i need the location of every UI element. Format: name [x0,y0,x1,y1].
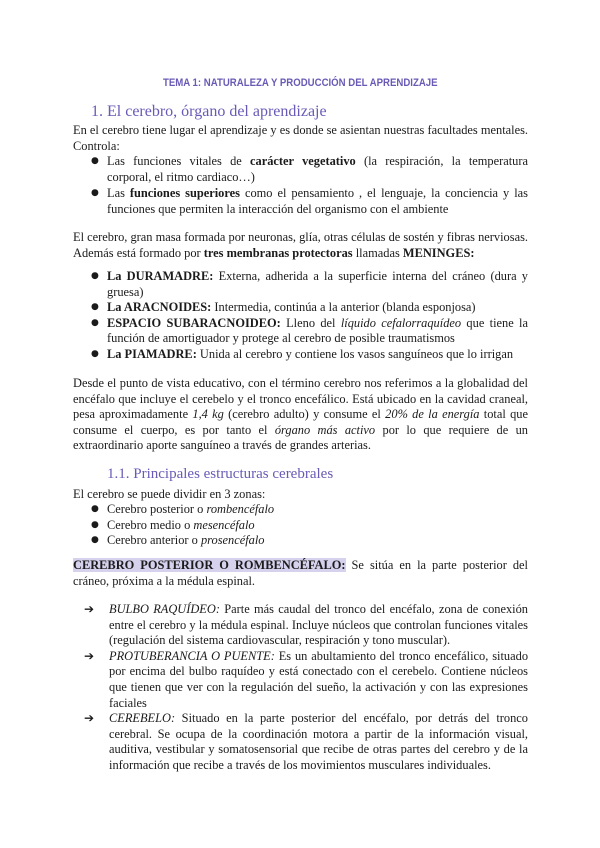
list-item [84,648,529,711]
section1-intro: En el cerebro tiene lugar el aprendizaje y es donde se asientan nuestras facultades mentales. Controla: [73,123,528,153]
item-text: como el pensamiento , el lenguaje, la conciencia y las funciones que permiten la interacción del organismo con el ambiente [107,186,528,216]
item-text: que tiene la función de amortiguador y protege al cerebro de posible traumatismos [107,315,528,346]
paragraph-text: El cerebro, gran masa formada por neuronas, glía, otras células de sostén y fibras nerviosas. Además está formado por [73,230,528,260]
item-italic: rombencéfalo [206,502,275,516]
paragraph-meninges-intro [73,230,528,261]
disc-bullet-icon: ● [91,156,99,166]
paragraph-text: por lo que requiere de un extraordinario aporte sanguíneo a través de grandes arterias. [73,422,528,453]
arrow-bullet-icon: ➔ [84,648,95,663]
list-item [91,533,528,549]
item-italic: prosencéfalo [200,533,265,548]
list-item [84,602,529,649]
partes-list [84,602,529,774]
item-text: Externa, adherida a la superficie interna del cráneo (dura y gruesa) [107,269,529,299]
item-italic: líquido cefalorraquídeo [340,315,462,330]
list-item [91,186,528,217]
doc-title: TEMA 1: NATURALEZA Y PRODUCCIÓN DEL APRENDIZAJE [162,77,438,89]
section-heading-1: 1. El cerebro, órgano del aprendizaje [91,103,327,120]
item-italic: mesencéfalo [193,517,255,532]
disc-bullet-icon: ● [91,504,99,514]
highlighted-label: CEREBRO POSTERIOR O ROMBENCÉFALO: [73,558,346,572]
item-italic: PROTUBERANCIA O PUENTE: [109,648,275,663]
disc-bullet-icon: ● [91,271,99,281]
item-bold: carácter vegetativo [250,154,356,168]
item-bold: La PIAMADRE: [107,346,197,361]
item-text: Unida al cerebro y contiene los vasos sanguíneos que lo irrigan [196,346,514,361]
item-text: Cerebro medio o [107,517,194,532]
disc-bullet-icon: ● [91,535,99,546]
item-text: Intermedia, continúa a la anterior (blanda esponjosa) [211,300,476,315]
item-bold: funciones superiores [129,186,240,201]
disc-bullet-icon: ● [91,302,99,313]
list-item [91,346,528,363]
paragraph-cerebro-posterior [73,558,528,589]
item-bold: La DURAMADRE: [107,269,214,283]
item-text: Las funciones vitales de [107,154,251,168]
list-item [91,315,528,347]
zonas-list [91,502,528,549]
section11-intro: El cerebro se puede dividir en 3 zonas: [73,487,266,501]
item-text: Situado en la parte posterior del encéfalo, por detrás del tronco cerebral. Se ocupa de la coordinación motora a partir de la información visual, auditiva, vestibular y somatosensorial que recibe de otras partes del cerebro y de la información que recibe a través de los movimientos musculares individuales. [109,711,528,772]
paragraph-text: Se sitúa en la parte posterior del cráneo, próxima a la médula espinal. [73,558,528,588]
item-text: Cerebro posterior o [107,502,207,516]
meninges-list [91,269,529,363]
item-italic: CEREBELO: [109,711,176,726]
paragraph-bold: MENINGES: [402,245,475,260]
disc-bullet-icon: ● [91,348,99,359]
paragraph-text: Desde el punto de vista educativo, con el término cerebro nos referimos a la globalidad del encéfalo que incluye el cerebelo y el tronco encefálico. Está ubicado en la cavidad craneal, pesa aproximadamente [73,376,528,422]
list-item [91,300,528,316]
paragraph-text: llamadas [352,245,403,260]
item-text: Cerebro anterior o [107,533,201,548]
item-text: Las [107,186,130,201]
controla-list [91,154,528,217]
item-text: Es un abultamiento del tronco encefálico, situado por encima del bulbo raquídeo y está conectado con el cerebelo. Contiene núcleos que tienen que ver con la regulación del sueño, la activación y con las expresiones faciales [109,648,529,710]
item-text: (la respiración, la temperatura corporal, el ritmo cardiaco…) [107,154,528,184]
item-bold: ESPACIO SUBARACNOIDEO: [107,315,281,330]
paragraph-italic: 20% de la energía [385,407,480,422]
list-item [91,517,528,534]
disc-bullet-icon: ● [91,188,99,199]
section-heading-1-1: 1.1. Principales estructuras cerebrales [107,466,334,482]
paragraph-italic: 1,4 kg [192,407,224,422]
paragraph-text: total que consume el cuerpo, es por tanto el [73,407,529,437]
paragraph-bold: tres membranas protectoras [203,245,353,260]
item-italic: BULBO RAQUÍDEO: [109,602,220,616]
list-item [84,711,528,773]
paragraph-cerebro [73,376,528,454]
item-text: Lleno del [280,315,341,330]
disc-bullet-icon: ● [91,317,99,328]
item-bold: La ARACNOIDES: [107,300,212,315]
arrow-bullet-icon: ➔ [84,602,95,616]
paragraph-italic: órgano más activo [274,422,376,437]
list-item [91,502,528,518]
list-item [91,154,528,185]
list-item [91,269,529,300]
paragraph-text: (cerebro adulto) y consume el [223,407,386,422]
item-text: Parte más caudal del tronco del encéfalo, zona de conexión entre el cerebro y la médula espinal. Incluye núcleos que controlan funciones vitales (regulación del sistema cardiovascular, respiración y tono muscular). [109,602,529,648]
arrow-bullet-icon: ➔ [84,711,95,726]
disc-bullet-icon: ● [91,519,99,530]
